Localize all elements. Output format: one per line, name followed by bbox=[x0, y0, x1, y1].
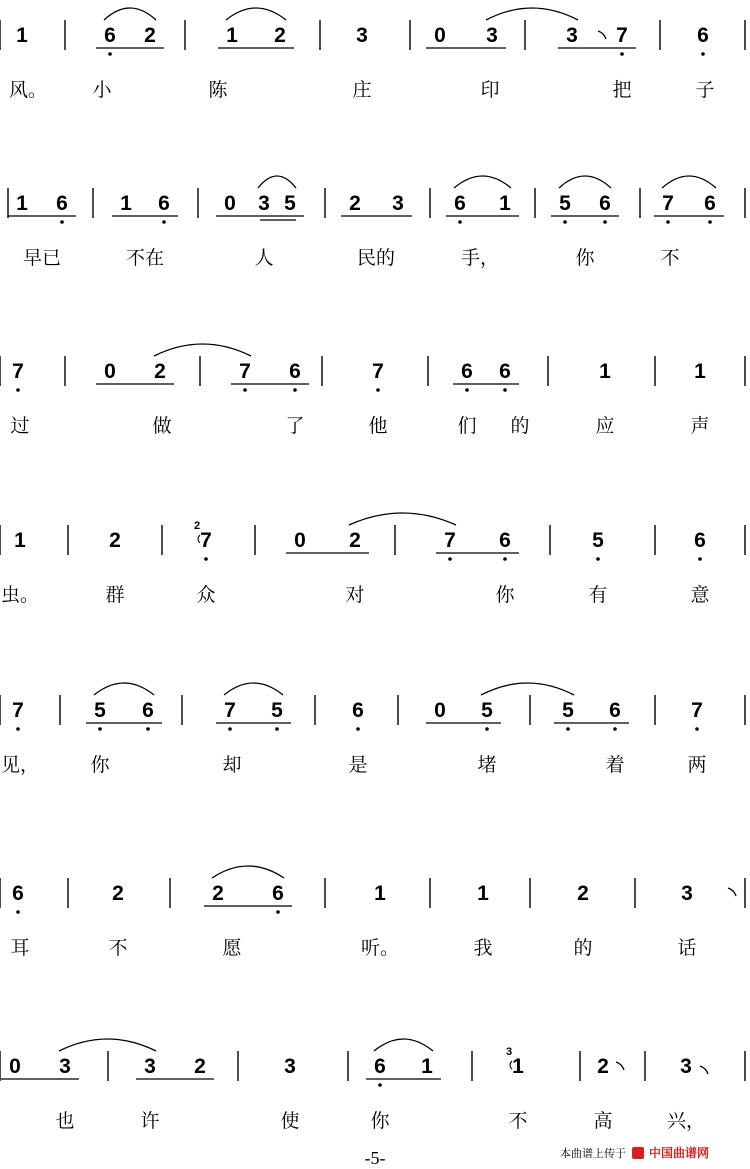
lyric-word: 风。 bbox=[8, 79, 48, 101]
slur bbox=[454, 176, 511, 188]
lyric-word: 他 bbox=[368, 415, 388, 437]
note-digit: 2 bbox=[349, 529, 361, 552]
lyric-word: 们 bbox=[457, 415, 477, 437]
note-digit: 6 bbox=[499, 360, 511, 383]
note-digit: 2 bbox=[349, 192, 361, 215]
low-octave-dot bbox=[613, 727, 617, 731]
site-logo-icon bbox=[632, 1147, 644, 1159]
note-digit: 1 bbox=[694, 360, 706, 383]
note-digit: 6 bbox=[12, 882, 24, 905]
lyric-word: 了 bbox=[285, 415, 305, 437]
low-octave-dot bbox=[275, 727, 279, 731]
upload-credit bbox=[560, 1144, 709, 1161]
lyric-word: 是 bbox=[348, 754, 368, 776]
lyric-word: 愿 bbox=[222, 937, 242, 959]
lyric-word: 不 bbox=[660, 247, 680, 269]
lyric-word: 话 bbox=[677, 937, 697, 959]
note-digit: 6 bbox=[56, 192, 68, 215]
lyric-word: 把 bbox=[612, 79, 632, 101]
lyric-word: 却 bbox=[222, 754, 242, 776]
low-octave-dot bbox=[146, 727, 150, 731]
low-octave-dot bbox=[378, 1083, 382, 1087]
lyric-word: 堵 bbox=[477, 754, 497, 776]
lyric-word: 许 bbox=[140, 1110, 160, 1132]
note-digit: 1 bbox=[374, 882, 386, 905]
low-octave-dot bbox=[356, 727, 360, 731]
note-digit: 3 bbox=[681, 882, 693, 905]
lyric-word: 手， bbox=[460, 247, 500, 269]
low-octave-dot bbox=[16, 388, 20, 392]
note-digit: 6 bbox=[272, 882, 284, 905]
low-octave-dot bbox=[666, 220, 670, 224]
note-digit: 6 bbox=[158, 192, 170, 215]
breath-mark bbox=[700, 1066, 708, 1074]
low-octave-dot bbox=[162, 220, 166, 224]
lyric-word: 群 bbox=[105, 584, 125, 606]
lyric-word: 也 bbox=[55, 1110, 75, 1132]
lyric-word: 听。 bbox=[360, 937, 400, 959]
low-octave-dot bbox=[228, 727, 232, 731]
low-octave-dot bbox=[485, 727, 489, 731]
note-digit: 6 bbox=[697, 24, 709, 47]
page-number: -5- bbox=[364, 1148, 386, 1168]
note-digit: 0 bbox=[434, 24, 446, 47]
note-digit: 2 bbox=[212, 882, 224, 905]
slur bbox=[59, 1039, 156, 1051]
note-digit: 0 bbox=[294, 529, 306, 552]
breath-mark bbox=[598, 31, 606, 39]
note-digit: 6 bbox=[289, 360, 301, 383]
lyric-word: 不 bbox=[508, 1110, 528, 1132]
lyric-word: 做 bbox=[152, 415, 172, 437]
note-digit: 3 bbox=[566, 24, 578, 47]
lyric-word: 你 bbox=[575, 247, 595, 269]
lyric-word: 应 bbox=[595, 415, 615, 437]
note-digit: 1 bbox=[120, 192, 132, 215]
note-digit: 1 bbox=[599, 360, 611, 383]
grace-note: 2 bbox=[194, 520, 201, 532]
slur bbox=[154, 344, 251, 356]
note-digit: 2 bbox=[597, 1055, 609, 1078]
slur bbox=[662, 176, 716, 188]
note-digit: 6 bbox=[694, 529, 706, 552]
lyric-word: 耳 bbox=[10, 937, 30, 959]
note-digit: 7 bbox=[200, 529, 212, 552]
low-octave-dot bbox=[458, 220, 462, 224]
lyric-word: 的 bbox=[573, 937, 593, 959]
lyric-word: 兴， bbox=[666, 1110, 706, 1132]
low-octave-dot bbox=[276, 910, 280, 914]
note-digit: 5 bbox=[271, 699, 283, 722]
note-digit: 3 bbox=[284, 1055, 296, 1078]
note-digit: 7 bbox=[372, 360, 384, 383]
low-octave-dot bbox=[620, 52, 624, 56]
note-digit: 0 bbox=[104, 360, 116, 383]
lyric-word: 着 bbox=[605, 754, 625, 776]
note-digit: 3 bbox=[392, 192, 404, 215]
note-digit: 3 bbox=[258, 192, 270, 215]
slur bbox=[349, 513, 456, 525]
lyric-word: 对 bbox=[345, 584, 365, 606]
note-digit: 7 bbox=[224, 699, 236, 722]
slur bbox=[486, 8, 578, 20]
low-octave-dot bbox=[16, 727, 20, 731]
lyric-word: 庄 bbox=[352, 79, 372, 101]
note-digit: 1 bbox=[499, 192, 511, 215]
note-digit: 2 bbox=[154, 360, 166, 383]
note-digit: 1 bbox=[512, 1055, 524, 1078]
note-digit: 6 bbox=[104, 24, 116, 47]
note-digit: 3 bbox=[486, 24, 498, 47]
note-digit: 1 bbox=[16, 24, 28, 47]
lyric-word: 陈 bbox=[208, 79, 228, 101]
low-octave-dot bbox=[98, 727, 102, 731]
lyric-word: 过 bbox=[10, 415, 30, 437]
low-octave-dot bbox=[596, 557, 600, 561]
low-octave-dot bbox=[563, 220, 567, 224]
low-octave-dot bbox=[503, 388, 507, 392]
note-digit: 7 bbox=[12, 360, 24, 383]
note-digit: 5 bbox=[94, 699, 106, 722]
note-digit: 7 bbox=[12, 699, 24, 722]
low-octave-dot bbox=[448, 557, 452, 561]
slur bbox=[374, 1039, 433, 1051]
note-digit: 6 bbox=[352, 699, 364, 722]
slur bbox=[224, 683, 283, 695]
low-octave-dot bbox=[503, 557, 507, 561]
note-digit: 3 bbox=[356, 24, 368, 47]
note-digit: 5 bbox=[284, 192, 296, 215]
note-digit: 2 bbox=[274, 24, 286, 47]
note-digit: 1 bbox=[14, 529, 26, 552]
note-digit: 7 bbox=[616, 24, 628, 47]
low-octave-dot bbox=[465, 388, 469, 392]
note-digit: 0 bbox=[434, 699, 446, 722]
note-digit: 2 bbox=[144, 24, 156, 47]
note-digit: 1 bbox=[226, 24, 238, 47]
low-octave-dot bbox=[603, 220, 607, 224]
upload-credit-text: 本曲谱上传于 bbox=[560, 1147, 626, 1160]
low-octave-dot bbox=[566, 727, 570, 731]
note-digit: 5 bbox=[592, 529, 604, 552]
lyric-word: 见， bbox=[0, 754, 40, 776]
breath-mark bbox=[616, 1062, 624, 1070]
note-digit: 1 bbox=[421, 1055, 433, 1078]
note-digit: 6 bbox=[374, 1055, 386, 1078]
lyric-word: 的 bbox=[510, 415, 530, 437]
low-octave-dot bbox=[108, 52, 112, 56]
lyric-word: 印 bbox=[480, 79, 500, 101]
low-octave-dot bbox=[243, 388, 247, 392]
low-octave-dot bbox=[60, 220, 64, 224]
low-octave-dot bbox=[293, 388, 297, 392]
lyric-word: 两 bbox=[687, 754, 707, 776]
lyric-word: 子 bbox=[695, 79, 715, 101]
lyric-word: 你 bbox=[90, 754, 110, 776]
note-digit: 6 bbox=[599, 192, 611, 215]
lyric-word: 意 bbox=[690, 584, 710, 606]
slur bbox=[559, 176, 611, 188]
note-digit: 6 bbox=[142, 699, 154, 722]
lyric-word: 民的 bbox=[356, 247, 396, 269]
note-digit: 1 bbox=[477, 882, 489, 905]
low-octave-dot bbox=[698, 557, 702, 561]
lyric-word: 你 bbox=[495, 584, 515, 606]
note-digit: 5 bbox=[559, 192, 571, 215]
lyric-word: 你 bbox=[370, 1110, 390, 1132]
note-digit: 7 bbox=[239, 360, 251, 383]
lyric-word: 人 bbox=[254, 247, 274, 269]
note-digit: 6 bbox=[609, 699, 621, 722]
note-digit: 0 bbox=[9, 1055, 21, 1078]
low-octave-dot bbox=[701, 52, 705, 56]
low-octave-dot bbox=[708, 220, 712, 224]
note-digit: 2 bbox=[112, 882, 124, 905]
note-digit: 6 bbox=[461, 360, 473, 383]
slur bbox=[481, 683, 574, 695]
note-digit: 2 bbox=[194, 1055, 206, 1078]
slur bbox=[94, 683, 154, 695]
note-digit: 2 bbox=[109, 529, 121, 552]
low-octave-dot bbox=[16, 910, 20, 914]
slur bbox=[258, 176, 296, 188]
low-octave-dot bbox=[695, 727, 699, 731]
lyric-word: 有 bbox=[588, 584, 608, 606]
lyric-word: 早已 bbox=[22, 247, 62, 269]
note-digit: 2 bbox=[577, 882, 589, 905]
note-digit: 1 bbox=[16, 192, 28, 215]
note-digit: 6 bbox=[704, 192, 716, 215]
note-digit: 5 bbox=[481, 699, 493, 722]
note-digit: 3 bbox=[144, 1055, 156, 1078]
note-digit: 0 bbox=[224, 192, 236, 215]
site-brand: 中国曲谱网 bbox=[649, 1146, 710, 1160]
slur bbox=[226, 8, 286, 20]
grace-note: 3 bbox=[506, 1046, 513, 1058]
note-digit: 7 bbox=[691, 699, 703, 722]
breath-mark bbox=[728, 888, 736, 896]
lyric-word: 声 bbox=[690, 415, 710, 437]
lyric-word: 使 bbox=[280, 1110, 300, 1132]
note-digit: 3 bbox=[680, 1055, 692, 1078]
low-octave-dot bbox=[204, 557, 208, 561]
note-digit: 7 bbox=[662, 192, 674, 215]
low-octave-dot bbox=[376, 388, 380, 392]
lyric-word: 不在 bbox=[125, 247, 165, 269]
note-digit: 6 bbox=[454, 192, 466, 215]
slur bbox=[212, 866, 284, 878]
lyric-word: 不 bbox=[108, 937, 128, 959]
note-digit: 7 bbox=[444, 529, 456, 552]
note-digit: 3 bbox=[59, 1055, 71, 1078]
lyric-word: 我 bbox=[473, 937, 493, 959]
lyric-word: 虫。 bbox=[0, 584, 40, 606]
lyric-word: 众 bbox=[196, 584, 216, 606]
note-digit: 5 bbox=[562, 699, 574, 722]
note-digit: 6 bbox=[499, 529, 511, 552]
lyric-word: 高 bbox=[593, 1110, 613, 1132]
lyric-word: 小 bbox=[92, 79, 112, 101]
slur bbox=[104, 8, 156, 20]
